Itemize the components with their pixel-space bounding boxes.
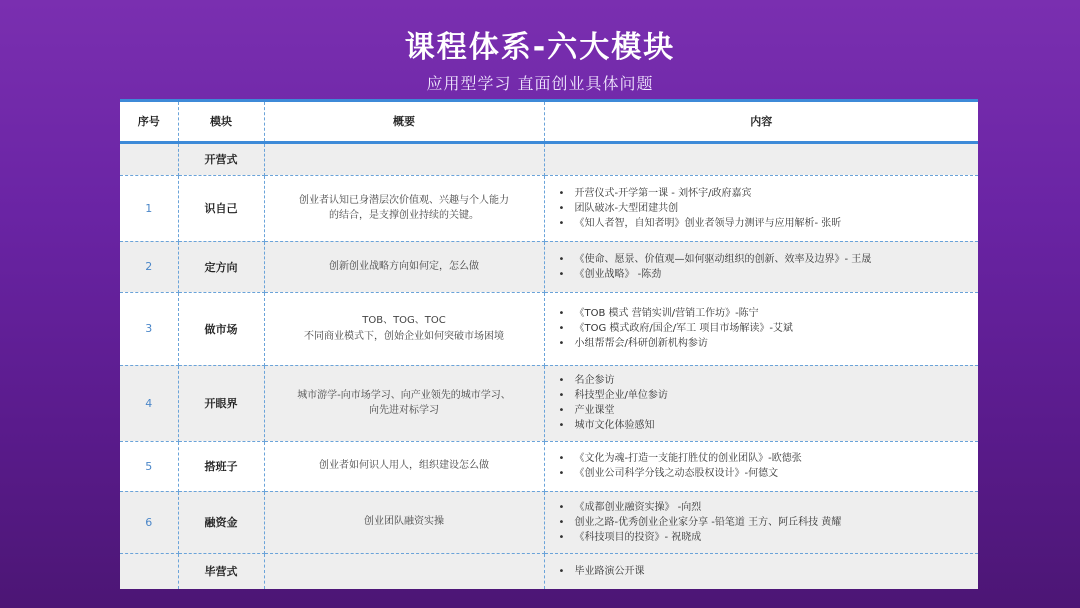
row-index: 6 — [120, 491, 178, 553]
row-module: 做市场 — [178, 292, 264, 365]
content-item: • 《知人者智，自知者明》创业者领导力测评与应用解析- 张昕 — [559, 216, 971, 231]
row-content — [544, 553, 978, 589]
content-item: • 《使命、愿景、价值观—如何驱动组织的创新、效率及边界》- 王晟 — [559, 252, 971, 267]
column-header-summary: 概要 — [264, 102, 544, 142]
row-index: 2 — [120, 241, 178, 292]
row-summary — [264, 241, 544, 292]
table-row — [120, 292, 978, 365]
row-module: 开眼界 — [178, 365, 264, 441]
row-content — [544, 441, 978, 491]
content-item: • 开营仪式-开学第一课 - 刘怀宇/政府嘉宾 — [559, 186, 971, 201]
content-list — [559, 306, 971, 351]
content-item: • 团队破冰-大型团建共创 — [559, 201, 971, 216]
summary-line: 不同商业模式下，创始企业如何突破市场困境 — [304, 330, 504, 342]
content-list — [559, 564, 971, 579]
row-module: 毕营式 — [178, 553, 264, 589]
row-summary — [264, 441, 544, 491]
row-summary — [264, 292, 544, 365]
content-item: • 《成都创业融资实操》 -向烈 — [559, 500, 971, 515]
content-item: • 小组帮帮会/科研创新机构参访 — [559, 336, 971, 351]
summary-line: 创业团队融资实操 — [364, 516, 444, 528]
summary-line: 城市游学-向市场学习、向产业领先的城市学习、 — [297, 389, 511, 401]
summary-line: 创业者认知已身潜层次价值观、兴趣与个人能力 — [299, 194, 509, 206]
row-content — [544, 241, 978, 292]
row-module: 识自己 — [178, 175, 264, 241]
row-content — [544, 142, 978, 175]
row-content — [544, 292, 978, 365]
column-header-index: 序号 — [120, 102, 178, 142]
column-header-content: 内容 — [544, 102, 978, 142]
column-header-module: 模块 — [178, 102, 264, 142]
table-row — [120, 241, 978, 292]
content-item: • 《文化为魂-打造一支能打胜仗的创业团队》-欧德张 — [559, 451, 971, 466]
content-item: • 《创业公司科学分钱之动态股权设计》-何德文 — [559, 466, 971, 481]
table-row — [120, 175, 978, 241]
content-list — [559, 500, 971, 545]
content-item: • 产业课堂 — [559, 403, 971, 418]
table-row — [120, 441, 978, 491]
content-list — [559, 451, 971, 481]
row-index: 5 — [120, 441, 178, 491]
summary-line: 创业者如何识人用人，组织建设怎么做 — [319, 460, 489, 472]
row-summary — [264, 142, 544, 175]
content-item: • 《科技项目的投资》- 祝晓成 — [559, 530, 971, 545]
content-item: • 名企参访 — [559, 373, 971, 388]
table-body — [120, 142, 978, 589]
row-summary — [264, 491, 544, 553]
row-index — [120, 142, 178, 175]
content-item: • 毕业路演公开课 — [559, 564, 971, 579]
row-index: 1 — [120, 175, 178, 241]
content-item: • 《创业战略》 -陈劲 — [559, 267, 971, 282]
page-subtitle: 应用型学习 直面创业具体问题 — [426, 74, 654, 93]
content-item: • 科技型企业/单位参访 — [559, 388, 971, 403]
content-item: • 《TOG 模式政府/国企/军工 项目市场解读》-艾斌 — [559, 321, 971, 336]
row-summary — [264, 553, 544, 589]
row-index — [120, 553, 178, 589]
row-index: 4 — [120, 365, 178, 441]
content-item: • 创业之路-优秀创业企业家分享 -铅笔道 王方、阿丘科技 黄耀 — [559, 515, 971, 530]
content-list — [559, 252, 971, 282]
table-row — [120, 491, 978, 553]
summary-line: 向先进对标学习 — [369, 405, 439, 416]
row-index: 3 — [120, 292, 178, 365]
page-title: 课程体系-六大模块 — [404, 30, 676, 65]
course-table-container — [120, 99, 978, 589]
row-summary — [264, 175, 544, 241]
summary-line: 的结合，是支撑创业持续的关键。 — [329, 210, 479, 221]
summary-line: 创新创业战略方向如何定，怎么做 — [329, 260, 479, 272]
table-row — [120, 365, 978, 441]
row-content — [544, 365, 978, 441]
content-item: • 城市文化体验感知 — [559, 418, 971, 433]
course-table — [120, 102, 978, 589]
content-list — [559, 373, 971, 433]
row-summary — [264, 365, 544, 441]
summary-line: TOB、TOG、TOC — [362, 315, 446, 326]
row-module: 定方向 — [178, 241, 264, 292]
content-item: • 《TOB 模式 营销实训/营销工作坊》-陈宁 — [559, 306, 971, 321]
row-content — [544, 175, 978, 241]
row-module: 搭班子 — [178, 441, 264, 491]
table-row — [120, 142, 978, 175]
table-header-row — [120, 102, 978, 142]
content-list — [559, 186, 971, 231]
table-row — [120, 553, 978, 589]
row-module: 开营式 — [178, 142, 264, 175]
row-module: 融资金 — [178, 491, 264, 553]
row-content — [544, 491, 978, 553]
